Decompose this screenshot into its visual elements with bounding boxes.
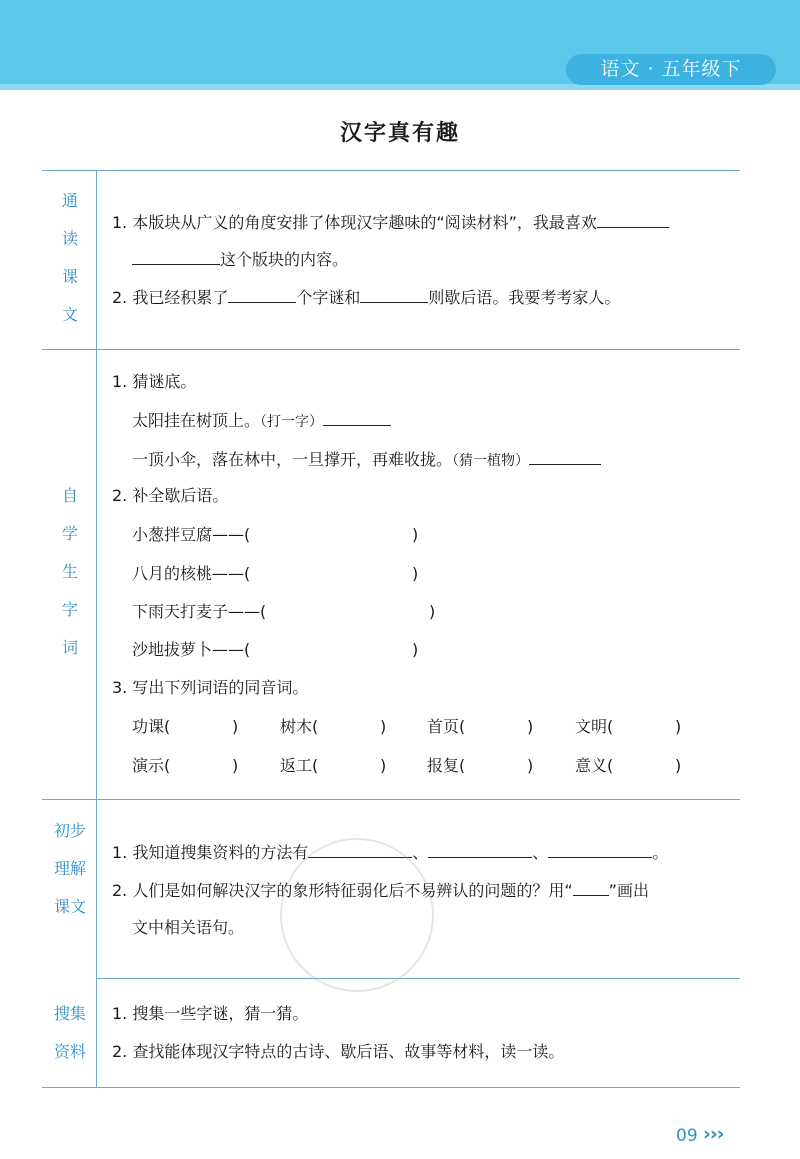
answer-blank[interactable]: [573, 879, 609, 896]
answer-paren[interactable]: ): [412, 640, 419, 659]
homophone-item: 报复( ): [427, 756, 534, 775]
answer-paren[interactable]: ): [412, 525, 419, 544]
homophone-item: 树木( ): [280, 717, 387, 736]
answer-paren[interactable]: ): [232, 717, 239, 736]
divider-2: [42, 799, 740, 800]
understand-q1: 1. 我知道搜集资料的方法有 、 、 。: [112, 843, 669, 862]
answer-paren[interactable]: ): [412, 564, 419, 583]
understand-q2-line2: 文中相关语句。: [132, 918, 245, 937]
answer-paren[interactable]: ): [429, 602, 436, 621]
xiehouyu-item: 下雨天打麦子——( ): [132, 602, 436, 621]
answer-blank[interactable]: [228, 286, 296, 303]
riddle-1: 太阳挂在树顶上。（打一字）: [132, 409, 391, 433]
section-label-self-study: 自 学 生 字 词: [61, 486, 78, 657]
answer-paren[interactable]: ): [232, 756, 239, 775]
self-study-q3: 3. 写出下列词语的同音词。: [112, 678, 309, 697]
xiehouyu-item: 小葱拌豆腐——( ): [132, 525, 419, 544]
answer-blank[interactable]: [597, 211, 669, 228]
collect-q1: 1. 搜集一些字谜，猜一猜。: [112, 1004, 309, 1023]
understand-q2-line1: 2. 人们是如何解决汉字的象形特征弱化后不易辨认的问题的？用“ ”画出: [112, 881, 649, 900]
chevrons-right-icon: ›››: [703, 1123, 724, 1145]
answer-paren[interactable]: ): [527, 717, 534, 736]
section-label-collect: 搜集 资料: [53, 1004, 86, 1061]
answer-blank[interactable]: [428, 841, 532, 858]
answer-blank[interactable]: [529, 448, 601, 465]
section-label-read: 通 读 课 文: [61, 191, 78, 324]
answer-blank[interactable]: [132, 248, 220, 265]
answer-blank[interactable]: [323, 409, 391, 426]
divider-1: [42, 349, 740, 350]
answer-paren[interactable]: ): [380, 717, 387, 736]
divider-3: [96, 978, 740, 979]
homophone-item: 意义( ): [575, 756, 682, 775]
answer-blank[interactable]: [548, 841, 652, 858]
divider-bottom: [42, 1087, 740, 1088]
grade-tab: 语文 · 五年级下: [566, 54, 776, 85]
page-title: 汉字真有趣: [339, 121, 460, 146]
section-label-understand: 初步 理解 课文: [53, 821, 86, 916]
xiehouyu-item: 沙地拔萝卜——( ): [132, 640, 419, 659]
label-column-divider: [96, 170, 97, 1087]
homophone-item: 返工( ): [280, 756, 387, 775]
collect-q2: 2. 查找能体现汉字特点的古诗、歇后语、故事等材料，读一读。: [112, 1042, 565, 1061]
answer-blank[interactable]: [360, 286, 428, 303]
answer-paren[interactable]: ): [380, 756, 387, 775]
riddle-2: 一顶小伞，落在林中，一旦撑开，再难收拢。（猜一植物）: [132, 448, 601, 472]
homophone-item: 文明( ): [575, 717, 682, 736]
homophone-item: 演示( ): [132, 756, 239, 775]
divider-top: [42, 170, 740, 171]
xiehouyu-item: 八月的核桃——( ): [132, 564, 419, 583]
homophone-item: 功课( ): [132, 717, 239, 736]
page-number: 09: [676, 1126, 698, 1146]
read-q1-line1: 1. 本版块从广义的角度安排了体现汉字趣味的“阅读材料”，我最喜欢: [112, 211, 669, 234]
answer-paren[interactable]: ): [675, 717, 682, 736]
read-q1-line2: 这个版块的内容。: [132, 248, 348, 271]
self-study-q1: 1. 猜谜底。: [112, 372, 197, 391]
read-q2: 2. 我已经积累了 个字谜和 则歇后语。我要考考家人。: [112, 288, 621, 307]
self-study-q2: 2. 补全歇后语。: [112, 486, 229, 505]
homophone-item: 首页( ): [427, 717, 534, 736]
answer-paren[interactable]: ): [527, 756, 534, 775]
answer-paren[interactable]: ): [675, 756, 682, 775]
